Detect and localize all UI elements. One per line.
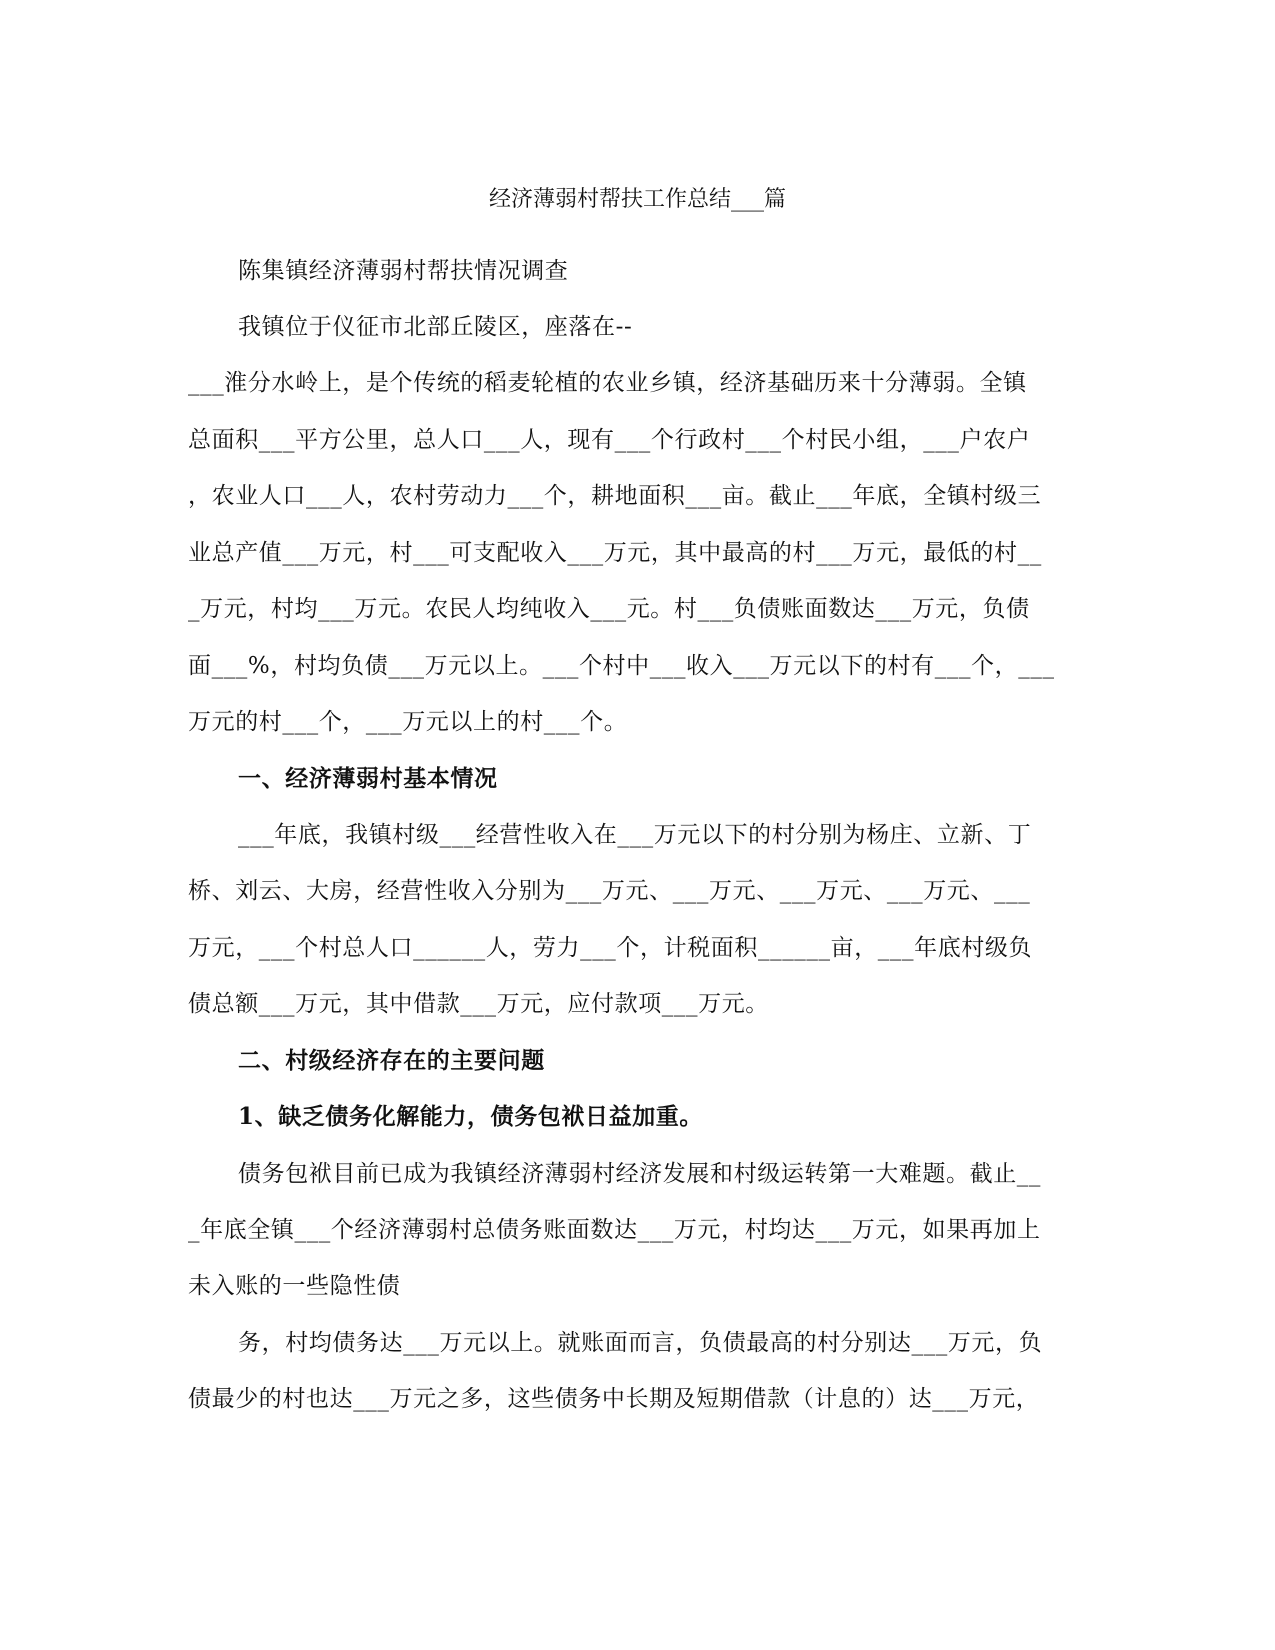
- paragraph-line: _年底全镇___个经济薄弱村总债务账面数达___万元，村均达___万元，如果再加上: [188, 1217, 1041, 1243]
- paragraph-line: 桥、刘云、大房，经营性收入分别为___万元、___万元、___万元、___万元、___: [188, 878, 1031, 904]
- paragraph-line: 总面积___平方公里，总人口___人，现有___个行政村___个村民小组，___户农户: [188, 427, 1031, 453]
- paragraph-line: 万元的村___个，___万元以上的村___个。: [188, 709, 628, 735]
- document-title: 经济薄弱村帮扶工作总结___篇: [488, 187, 786, 212]
- paragraph-line: 务，村均债务达___万元以上。就账面而言，负债最高的村分别达___万元，负: [238, 1330, 1043, 1356]
- subsection-heading: 1、缺乏债务化解能力，债务包袱日益加重。: [238, 1103, 704, 1130]
- paragraph-line: 债务包袱目前已成为我镇经济薄弱村经济发展和村级运转第一大难题。截止__: [238, 1161, 1041, 1187]
- paragraph-line: _万元，村均___万元。农民人均纯收入___元。村___负债账面数达___万元，负债: [188, 596, 1030, 622]
- paragraph-line: ，农业人口___人，农村劳动力___个，耕地面积___亩。截止___年底，全镇村级三: [188, 483, 1042, 509]
- subtitle-line: 陈集镇经济薄弱村帮扶情况调查: [238, 258, 569, 284]
- paragraph-line: 债总额___万元，其中借款___万元，应付款项___万元。: [188, 991, 769, 1017]
- paragraph-line: 面___%，村均负债___万元以上。___个村中___收入___万元以下的村有___个，___: [188, 653, 1055, 679]
- paragraph-line: 业总产值___万元，村___可支配收入___万元，其中最高的村___万元，最低的村__: [188, 540, 1042, 566]
- paragraph-line: 未入账的一些隐性债: [188, 1273, 401, 1299]
- paragraph-line: ___年底，我镇村级___经营性收入在___万元以下的村分别为杨庄、立新、丁: [238, 822, 1032, 848]
- paragraph-line: 万元，___个村总人口______人，劳力___个，计税面积______亩，___年底村级负: [188, 935, 1033, 961]
- section-heading: 一、经济薄弱村基本情况: [238, 765, 498, 792]
- paragraph-line: 债最少的村也达___万元之多，这些债务中长期及短期借款（计息的）达___万元，: [188, 1386, 1040, 1412]
- paragraph-line: ___淮分水岭上，是个传统的稻麦轮植的农业乡镇，经济基础历来十分薄弱。全镇: [188, 370, 1027, 396]
- section-heading: 二、村级经济存在的主要问题: [238, 1047, 545, 1074]
- paragraph-line: 我镇位于仪征市北部丘陵区，座落在--: [238, 314, 633, 340]
